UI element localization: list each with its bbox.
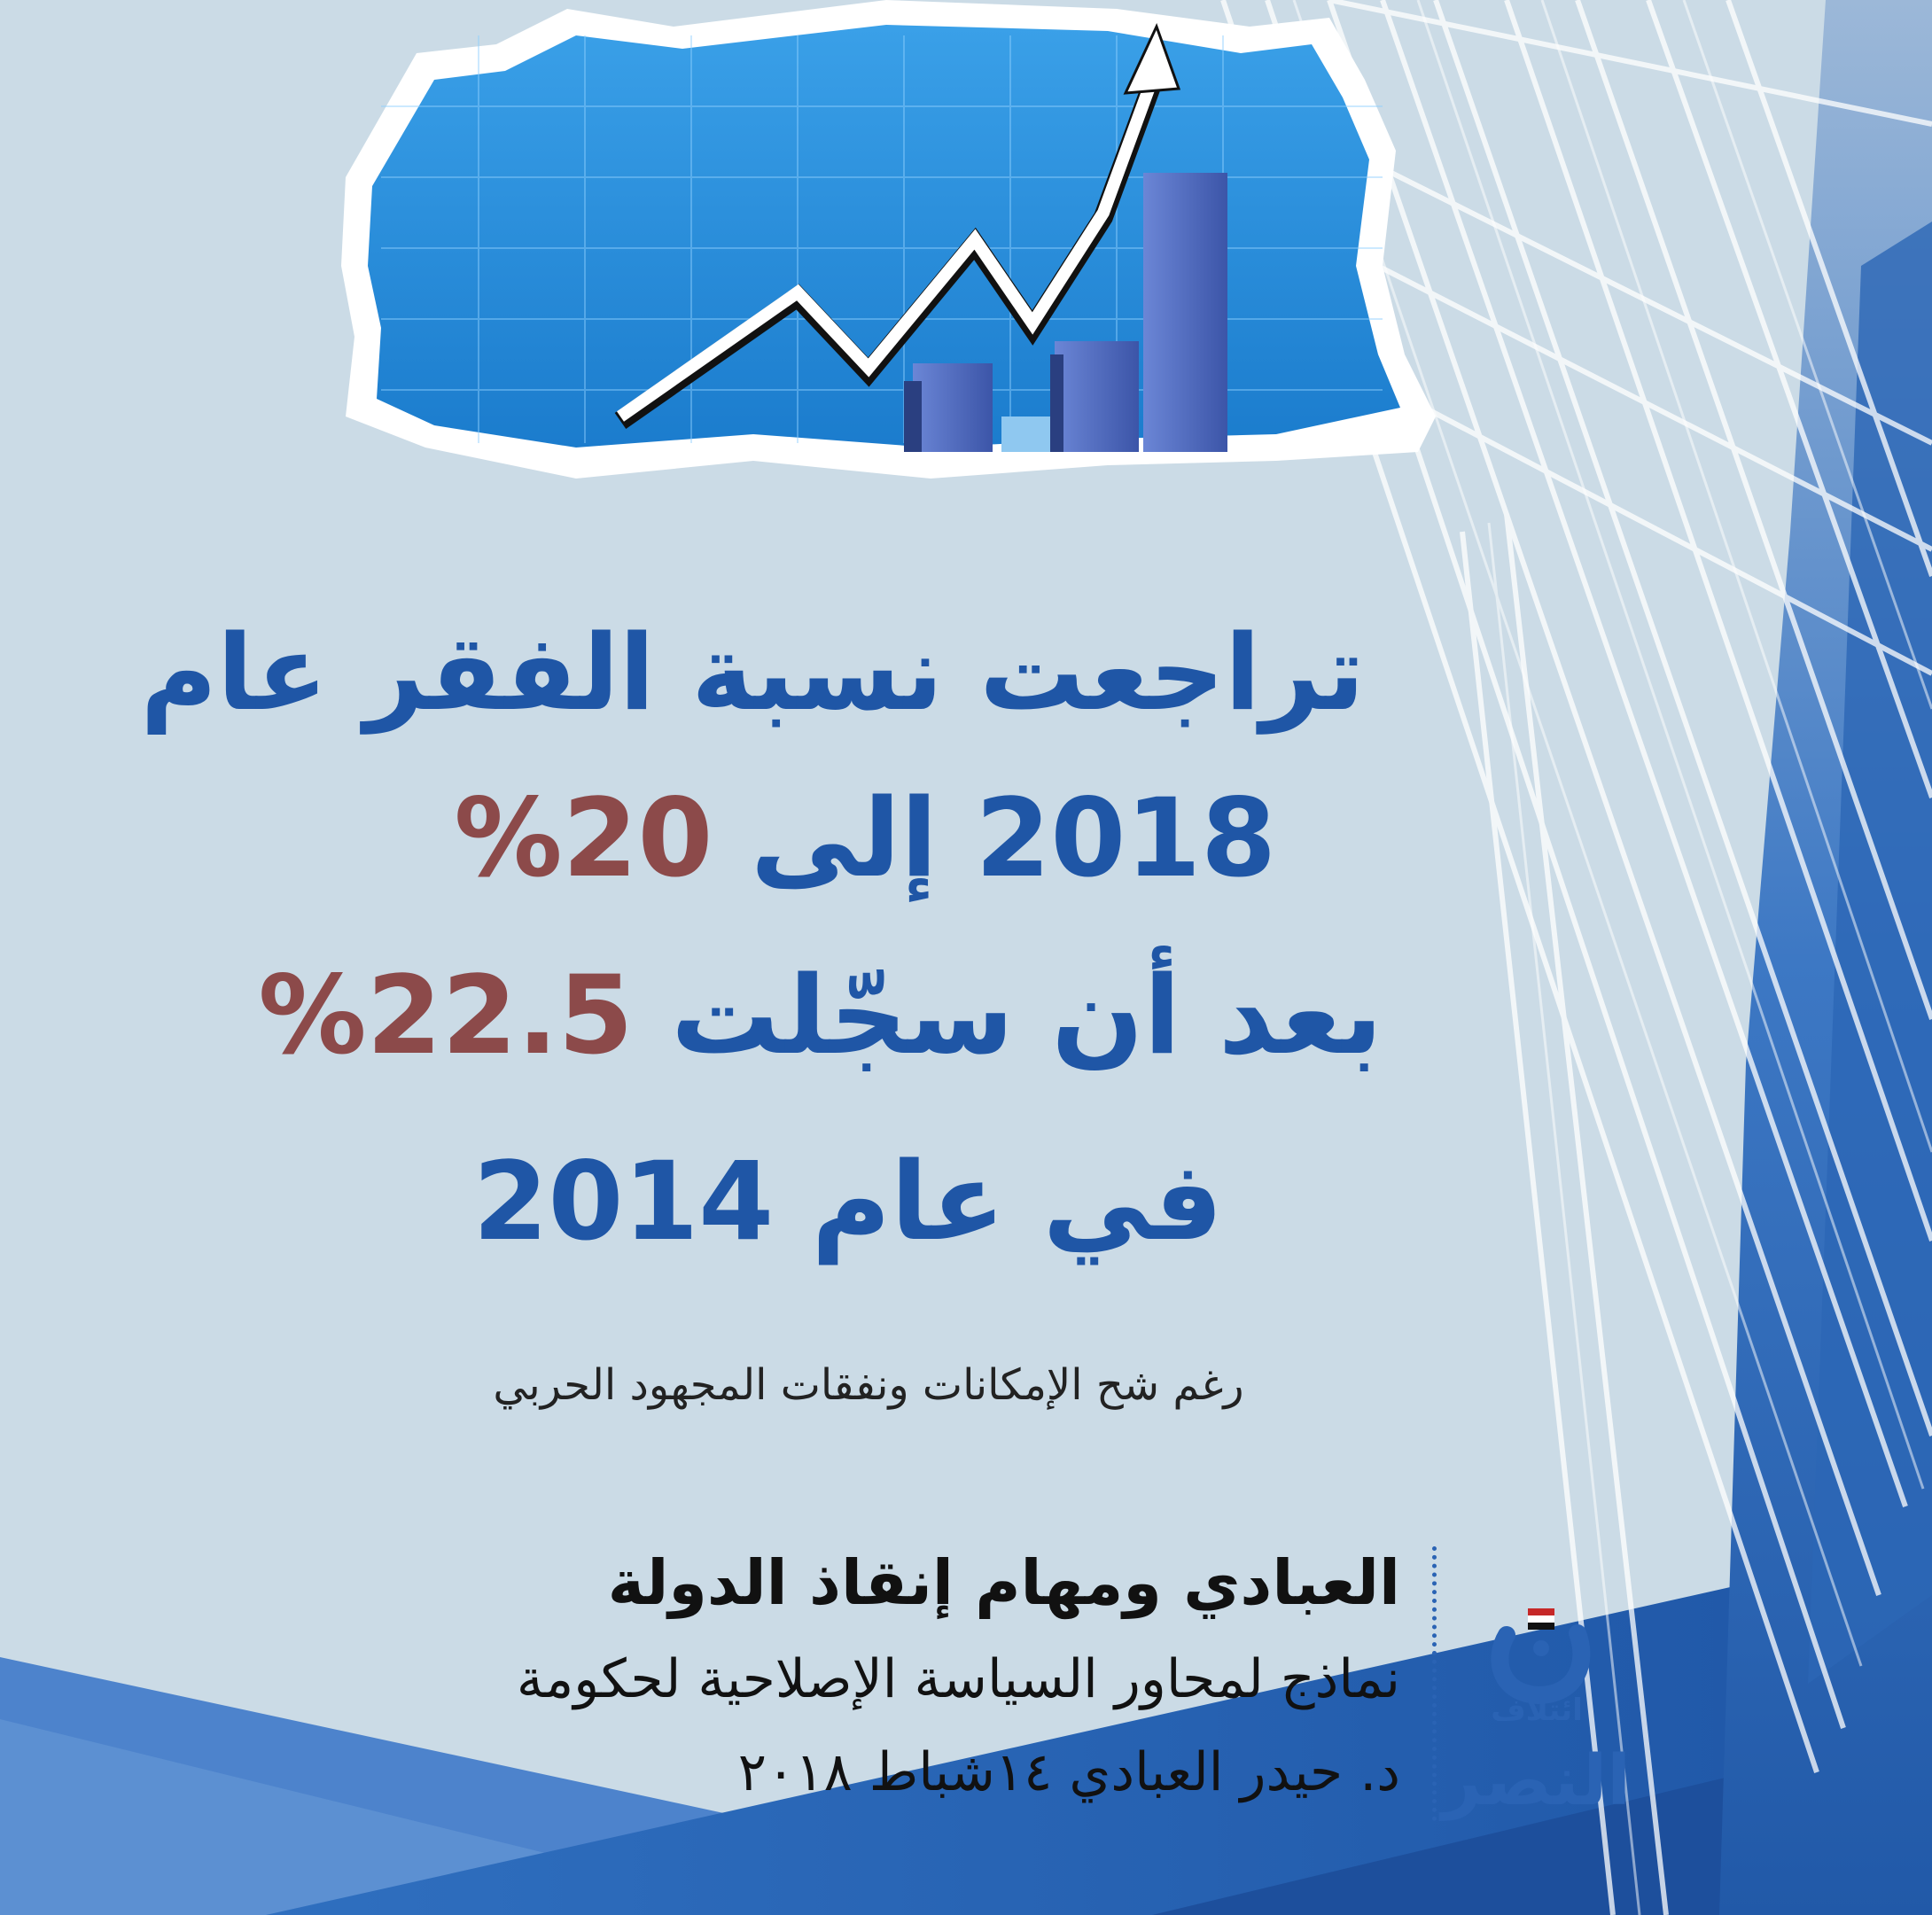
footer-line-3: د. حيدر العبادي ١٤شباط ٢٠١٨ — [737, 1741, 1400, 1803]
headline-value-22-5: 22.5% — [258, 953, 634, 1078]
growth-chart-arrow-icon — [341, 0, 1436, 479]
nun-letter-with-flag-icon — [1489, 1608, 1595, 1706]
headline-line-2 — [454, 775, 1276, 901]
headline-line-3 — [258, 953, 1383, 1078]
headline-line-1: تراجعت نسبة الفقر عام — [140, 611, 1365, 734]
footer-divider — [1432, 1546, 1437, 1821]
footer-title: العبادي ومهام إنقاذ الدولة — [607, 1546, 1400, 1619]
headline-after-recorded: بعد أن سجّلت — [671, 953, 1383, 1078]
logo-coalition-text: ائتلاف — [1491, 1693, 1583, 1728]
footer-line-2: نماذج لمحاور السياسة الإصلاحية لحكومة — [516, 1648, 1400, 1710]
logo-nasr-text: النصر — [1441, 1741, 1631, 1821]
headline-line-4: في عام 2014 — [472, 1139, 1223, 1265]
headline-word-to: إلى — [750, 775, 938, 901]
headline-value-20: 20% — [454, 775, 713, 901]
subtitle: رغم شح الإمكانات ونفقات المجهود الحربي — [493, 1360, 1244, 1410]
headline-year-2018: 2018 — [975, 775, 1276, 901]
